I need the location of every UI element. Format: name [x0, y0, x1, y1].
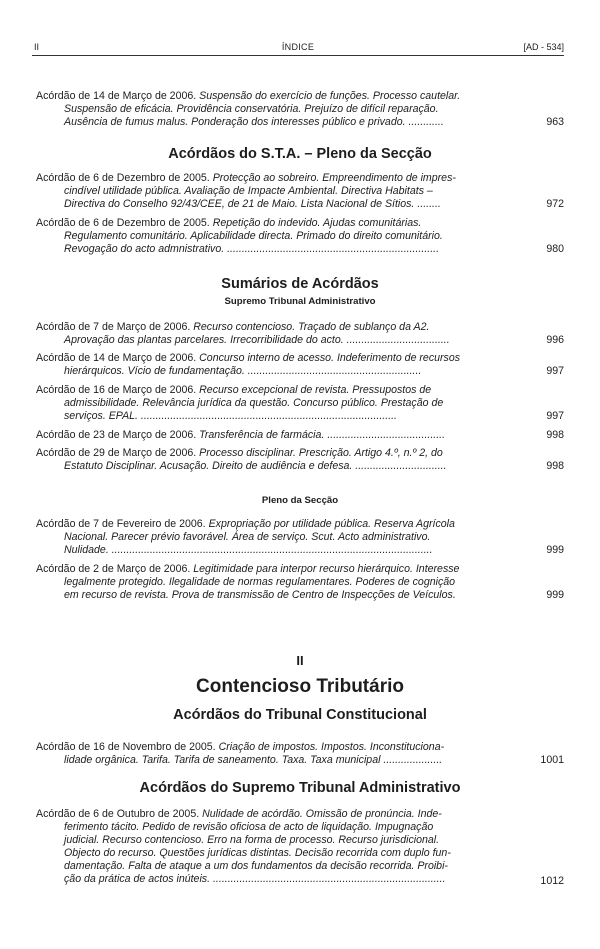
entry-subject: Recurso excepcional de revista. Pressupostos de	[199, 384, 432, 396]
index-entry	[36, 518, 511, 557]
entry-subject: Nacional. Parecer prévio favorável. Área de serviço. Scut. Acto administrativo.	[64, 530, 431, 543]
entry-date: Acórdão de 6 de Dezembro de 2005.	[36, 217, 210, 229]
entry-date: Acórdão de 14 de Março de 2006.	[36, 90, 197, 102]
header-code: [AD - 534]	[523, 42, 564, 52]
header-title: ÍNDICE	[281, 42, 315, 52]
entry-subject: Revogação do acto admnistrativo. ........................................................................	[64, 242, 440, 255]
section-heading: Acórdãos do S.T.A. – Pleno da Secção	[168, 146, 432, 162]
entry-page-number: 998	[546, 460, 564, 472]
entry-subject: Repetição do indevido. Ajudas comunitárias.	[212, 217, 422, 229]
entry-subject: Directiva do Conselho 92/43/CEE, de 21 de Maio. Lista Nacional de Sítios. ........	[64, 197, 441, 210]
entry-date: Acórdão de 2 de Março de 2006.	[36, 563, 191, 575]
index-entry	[36, 563, 511, 602]
section-heading: Acórdãos do Supremo Tribunal Administrativo	[139, 780, 461, 796]
entry-subject: damentação. Falta de ataque a um dos fundamentos da decisão recorrida. Proibi-	[64, 859, 448, 872]
index-entry	[36, 429, 511, 442]
entry-subject: Processo disciplinar. Prescrição. Artigo 4.º, n.º 2, do	[199, 447, 443, 459]
entry-date: Acórdão de 29 de Março de 2006.	[36, 447, 197, 459]
entry-page-number: 963	[546, 116, 564, 128]
entry-subject: ção da prática de actos inúteis. ...............................................................................	[64, 872, 446, 885]
entry-page-number: 998	[546, 429, 564, 441]
entry-page-number: 997	[546, 365, 564, 377]
entry-page-number: 996	[546, 334, 564, 346]
entry-subject: serviços. EPAL. .......................................................................................	[64, 409, 397, 422]
section-heading: Sumários de Acórdãos	[221, 276, 379, 292]
entry-page-number: 1001	[540, 754, 564, 766]
entry-subject: legalmente protegido. Ilegalidade de normas regulamentares. Poderes de cognição	[64, 575, 456, 588]
subsection-heading: Pleno da Secção	[261, 495, 339, 506]
entry-subject: Protecção ao sobreiro. Empreendimento de impres-	[212, 172, 456, 184]
index-entry	[36, 217, 511, 256]
entry-subject: em recurso de revista. Prova de transmissão de Centro de Inspecções de Veículos.	[64, 588, 456, 601]
entry-subject: Suspensão de eficácia. Providência conservatória. Prejuízo de difícil reparação.	[64, 102, 439, 115]
entry-subject: Nulidade de acórdão. Omissão de pronúncia. Inde-	[202, 808, 442, 820]
entry-subject: Aprovação das plantas parcelares. Irrecorribilidade do acto. ...................................	[64, 333, 450, 346]
entry-subject: lidade orgânica. Tarifa. Tarifa de saneamento. Taxa. Taxa municipal ....................	[64, 753, 443, 766]
entry-subject: Transferência de farmácia. ........................................	[199, 429, 446, 441]
part-number: II	[296, 653, 304, 668]
entry-date: Acórdão de 7 de Março de 2006.	[36, 321, 191, 333]
entry-page-number: 972	[546, 198, 564, 210]
subsection-heading: Supremo Tribunal Administrativo	[224, 296, 376, 307]
entry-subject: Nulidade. .............................................................................................................	[64, 543, 433, 556]
entry-subject: Expropriação por utilidade pública. Reserva Agrícola	[208, 518, 455, 530]
entry-subject: Legitimidade para interpor recurso hierárquico. Interesse	[193, 563, 460, 575]
entry-page-number: 997	[546, 410, 564, 422]
entry-subject: Recurso contencioso. Traçado de sublanço da A2.	[193, 321, 430, 333]
entry-page-number: 980	[546, 243, 564, 255]
entry-subject: Ausência de fumus malus. Ponderação dos interesses público e privado. ............	[64, 115, 444, 128]
entry-date: Acórdão de 6 de Dezembro de 2005.	[36, 172, 210, 184]
entry-subject: judicial. Recurso contencioso. Erro na forma de processo. Recurso jurisdicional.	[64, 833, 440, 846]
entry-date: Acórdão de 7 de Fevereiro de 2006.	[36, 518, 206, 530]
index-entry	[36, 741, 511, 767]
entry-date: Acórdão de 14 de Março de 2006.	[36, 352, 197, 364]
entry-subject: admissibilidade. Relevância jurídica da questão. Concurso público. Prestação de	[64, 396, 444, 409]
entry-page-number: 999	[546, 544, 564, 556]
entry-subject: hierárquicos. Vício de fundamentação. ...........................................................	[64, 364, 422, 377]
entry-page-number: 1012	[540, 875, 564, 887]
index-entry	[36, 321, 511, 347]
entry-subject: Regulamento comunitário. Aplicabilidade directa. Primado do direito comunitário.	[64, 229, 443, 242]
header-page-number: II	[34, 42, 40, 52]
entry-subject: cindível utilidade pública. Avaliação de Impacte Ambiental. Directiva Habitats –	[64, 184, 433, 197]
index-entry	[36, 352, 511, 378]
index-entry	[36, 808, 511, 885]
section-heading: Acórdãos do Tribunal Constitucional	[173, 707, 427, 723]
entry-date: Acórdão de 6 de Outubro de 2005.	[36, 808, 200, 820]
entry-page-number: 999	[546, 589, 564, 601]
entry-subject: Suspensão do exercício de funções. Processo cautelar.	[199, 90, 461, 102]
entry-date: Acórdão de 16 de Março de 2006.	[36, 384, 197, 396]
entry-subject: ferimento tácito. Pedido de revisão oficiosa de acto de liquidação. Impugnação	[64, 820, 434, 833]
entry-subject: Estatuto Disciplinar. Acusação. Direito de audiência e defesa. ...............................	[64, 459, 447, 472]
entry-date: Acórdão de 23 de Março de 2006.	[36, 429, 197, 441]
entry-date: Acórdão de 16 de Novembro de 2005.	[36, 741, 216, 753]
entry-subject: Concurso interno de acesso. Indeferimento de recursos	[199, 352, 461, 364]
index-entry	[36, 90, 511, 129]
entry-subject: Objecto do recurso. Questões jurídicas distintas. Decisão recorrida com duplo fun-	[64, 846, 451, 859]
page-header	[32, 41, 564, 56]
entry-subject: Criação de impostos. Impostos. Inconstituciona-	[218, 741, 445, 753]
index-entry	[36, 172, 511, 211]
index-entry	[36, 384, 511, 423]
part-title: Contencioso Tributário	[196, 676, 404, 697]
index-entry	[36, 447, 511, 473]
